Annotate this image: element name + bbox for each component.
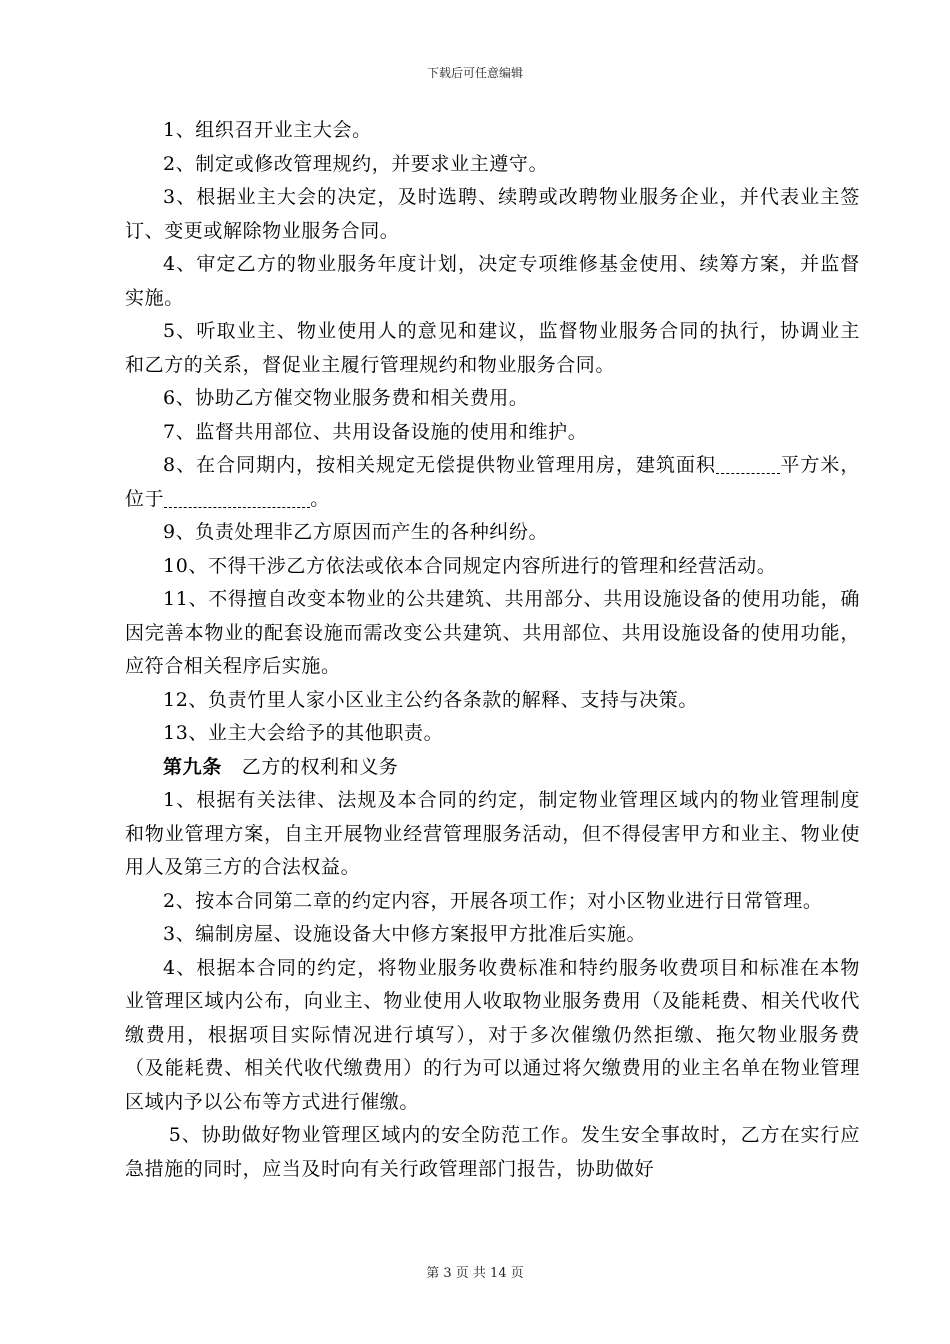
clause-item-6: 6、协助乙方催交物业服务费和相关费用。 — [163, 387, 529, 409]
clause-item-1: 1、组织召开业主大会。 — [163, 119, 372, 141]
clause-item-12: 12、负责竹里人家小区业主公约各条款的解释、支持与决策。 — [163, 688, 698, 711]
clause-item-11: 11、不得擅自改变本物业的公共建筑、共用部分、共用设施设备的使用功能，确因完善本物业的配套设施而需改变公共建筑、共用部位、共用设施设备的使用功能，应符合相关程序后实施。 — [125, 588, 860, 677]
duty-item-5: 5、协助做好物业管理区域内的安全防范工作。发生安全事故时，乙方在实行应急措施的同时，应当及时向有关行政管理部门报告，协助做好 — [125, 1124, 860, 1180]
clause-item-3: 3、根据业主大会的决定，及时选聘、续聘或改聘物业服务企业，并代表业主签订、变更或解除物业服务合同。 — [125, 186, 860, 242]
clause-item-10: 10、不得干涉乙方依法或依本合同规定内容所进行的管理和经营活动。 — [163, 554, 777, 577]
page-header: 下载后可任意编辑 — [426, 66, 523, 80]
location-blank — [164, 487, 310, 508]
clause-item-7: 7、监督共用部位、共用设备设施的使用和维护。 — [163, 420, 588, 443]
clause-item-8-text-a: 8、在合同期内，按相关规定无偿提供物业管理用房，建筑面积 — [163, 454, 717, 476]
clause-item-5: 5、听取业主、物业使用人的意见和建议，监督物业服务合同的执行，协调业主和乙方的关系，督促业主履行管理规约和物业服务合同。 — [125, 320, 860, 376]
page-footer: 第 3 页 共 14 页 — [426, 1266, 524, 1281]
area-blank — [716, 453, 780, 474]
clause-item-8-text-c: 。 — [310, 487, 330, 510]
clause-item-13: 13、业主大会给予的其他职责。 — [163, 722, 444, 744]
article-9-title: 乙方的权利和义务 — [241, 755, 399, 778]
duty-item-3: 3、编制房屋、设施设备大中修方案报甲方批准后实施。 — [163, 923, 647, 945]
article-9-heading — [125, 751, 860, 785]
clause-item-4: 4、审定乙方的物业服务年度计划，决定专项维修基金使用、续筹方案，并监督实施。 — [125, 253, 860, 309]
clause-item-8-text-b: 平方米，位于 — [125, 454, 861, 510]
duty-item-1: 1、根据有关法律、法规及本合同的约定，制定物业管理区域内的物业管理制度和物业管理方案，自主开展物业经营管理服务活动，但不得侵害甲方和业主、物业使用人及第三方的合法权益。 — [125, 789, 860, 878]
clause-item-8 — [125, 449, 860, 516]
clause-item-9: 9、负责处理非乙方原因而产生的各种纠纷。 — [163, 521, 549, 543]
duty-item-4: 4、根据本合同的约定，将物业服务收费标准和特约服务收费项目和标准在本物业管理区域内公布，向业主、物业使用人收取物业服务费用（及能耗费、相关代收代缴费用，根据项目实际情况进行填写），对于多次催缴仍然拒缴、拖欠物业服务费（及能耗费、相关代收代缴费用）的行为可以通过将欠缴费用的业主名单在物业管理区域内予以公布等方式进行催缴。 — [125, 956, 860, 1113]
clause-item-2: 2、制定或修改管理规约，并要求业主遵守。 — [163, 152, 549, 175]
duty-item-2: 2、按本合同第二章的约定内容，开展各项工作；对小区物业进行日常管理。 — [163, 889, 823, 912]
article-9-label: 第九条 — [163, 755, 222, 778]
contract-body — [125, 114, 860, 1186]
